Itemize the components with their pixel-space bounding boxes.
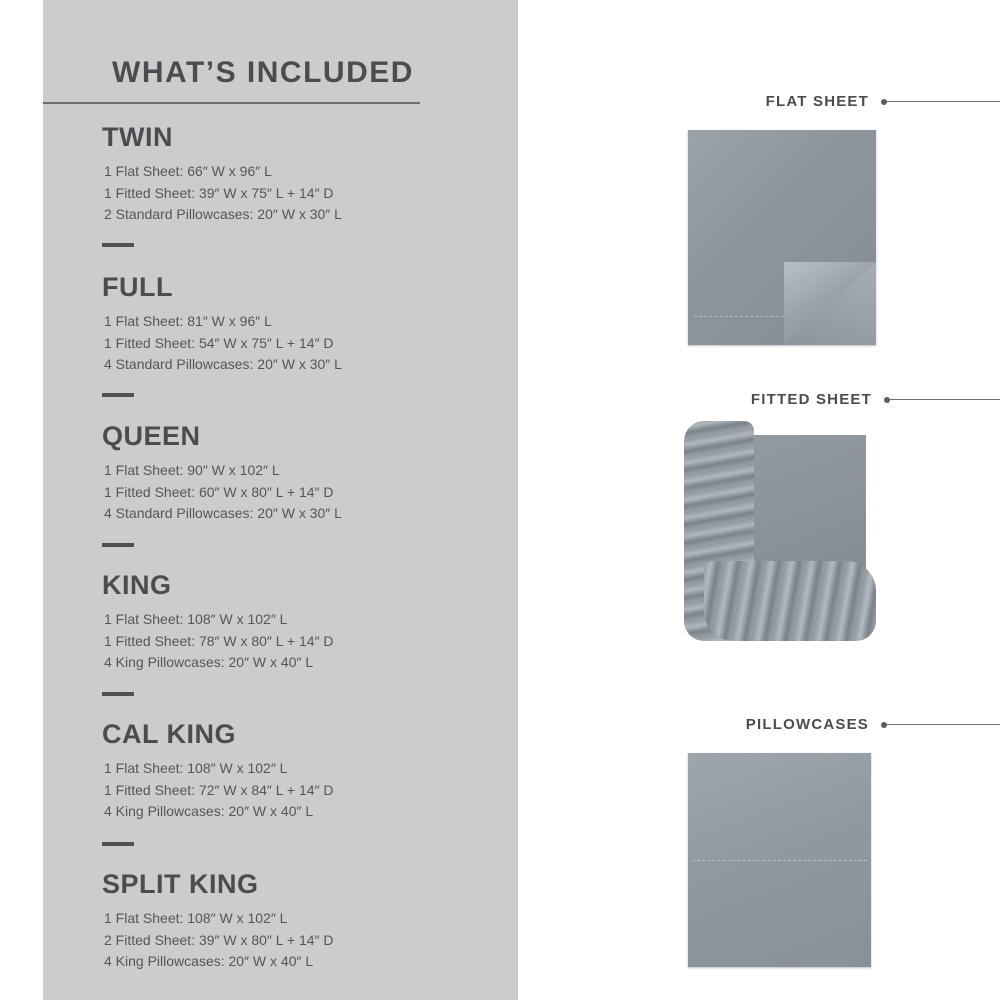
section-divider xyxy=(102,243,134,247)
spec-flat-sheet: 1 Flat Sheet: 108″ W x 102″ L xyxy=(104,760,288,776)
label-fitted-sheet xyxy=(751,391,1000,408)
spec-flat-sheet: 1 Flat Sheet: 66″ W x 96″ L xyxy=(104,163,272,179)
size-name: FULL xyxy=(102,272,173,302)
flat-sheet-image xyxy=(688,130,876,345)
title-divider xyxy=(43,102,420,104)
spec-fitted-sheet: 1 Fitted Sheet: 39″ W x 75″ L + 14″ D xyxy=(104,184,334,201)
spec-fitted-sheet: 2 Fitted Sheet: 39″ W x 80″ L + 14″ D xyxy=(104,931,334,948)
hem-stitch xyxy=(692,860,867,861)
section-divider xyxy=(102,393,134,397)
leader-line xyxy=(887,101,1000,103)
size-block-queen xyxy=(102,420,342,525)
spec-fitted-sheet: 1 Fitted Sheet: 60″ W x 80″ L + 14″ D xyxy=(104,483,334,500)
size-name: QUEEN xyxy=(102,421,201,451)
spec-pillowcases: 4 King Pillowcases: 20″ W x 40″ L xyxy=(104,953,314,969)
label-text: PILLOWCASES xyxy=(745,716,869,733)
leader-line xyxy=(890,399,1000,401)
spec-flat-sheet: 1 Flat Sheet: 108″ W x 102″ L xyxy=(104,611,288,627)
label-text: FLAT SHEET xyxy=(765,93,869,110)
section-divider xyxy=(102,842,134,846)
spec-fitted-sheet: 1 Fitted Sheet: 54″ W x 75″ L + 14″ D xyxy=(104,334,334,351)
size-name: CAL KING xyxy=(102,719,237,749)
size-block-full xyxy=(102,271,342,376)
spec-fitted-sheet: 1 Fitted Sheet: 78″ W x 80″ L + 14″ D xyxy=(104,632,334,649)
section-divider xyxy=(102,692,134,696)
size-name: TWIN xyxy=(102,122,173,152)
size-block-cal-king xyxy=(102,718,334,823)
pillowcase-image xyxy=(688,753,871,967)
size-name: SPLIT KING xyxy=(102,869,259,899)
spec-pillowcases: 4 King Pillowcases: 20″ W x 40″ L xyxy=(104,654,314,670)
spec-flat-sheet: 1 Flat Sheet: 108″ W x 102″ L xyxy=(104,910,288,926)
spec-flat-sheet: 1 Flat Sheet: 81″ W x 96″ L xyxy=(104,313,272,329)
size-name: KING xyxy=(102,570,172,600)
spec-pillowcases: 4 Standard Pillowcases: 20″ W x 30″ L xyxy=(104,505,342,521)
size-block-king xyxy=(102,569,334,674)
spec-pillowcases: 2 Standard Pillowcases: 20″ W x 30″ L xyxy=(104,206,342,222)
elastic-edge-bottom xyxy=(704,561,876,641)
panel-title: WHAT’S INCLUDED xyxy=(112,56,414,89)
size-block-split-king xyxy=(102,868,334,973)
label-text: FITTED SHEET xyxy=(750,391,872,408)
spec-flat-sheet: 1 Flat Sheet: 90″ W x 102″ L xyxy=(104,462,280,478)
label-flat-sheet xyxy=(766,93,1000,110)
spec-pillowcases: 4 King Pillowcases: 20″ W x 40″ L xyxy=(104,803,314,819)
hem-stitch xyxy=(694,316,784,318)
label-pillowcases xyxy=(746,716,1000,733)
size-block-twin xyxy=(102,121,342,226)
fitted-sheet-image xyxy=(684,421,876,641)
spec-fitted-sheet: 1 Fitted Sheet: 72″ W x 84″ L + 14″ D xyxy=(104,781,334,798)
leader-line xyxy=(887,724,1000,726)
spec-pillowcases: 4 Standard Pillowcases: 20″ W x 30″ L xyxy=(104,356,342,372)
section-divider xyxy=(102,543,134,547)
